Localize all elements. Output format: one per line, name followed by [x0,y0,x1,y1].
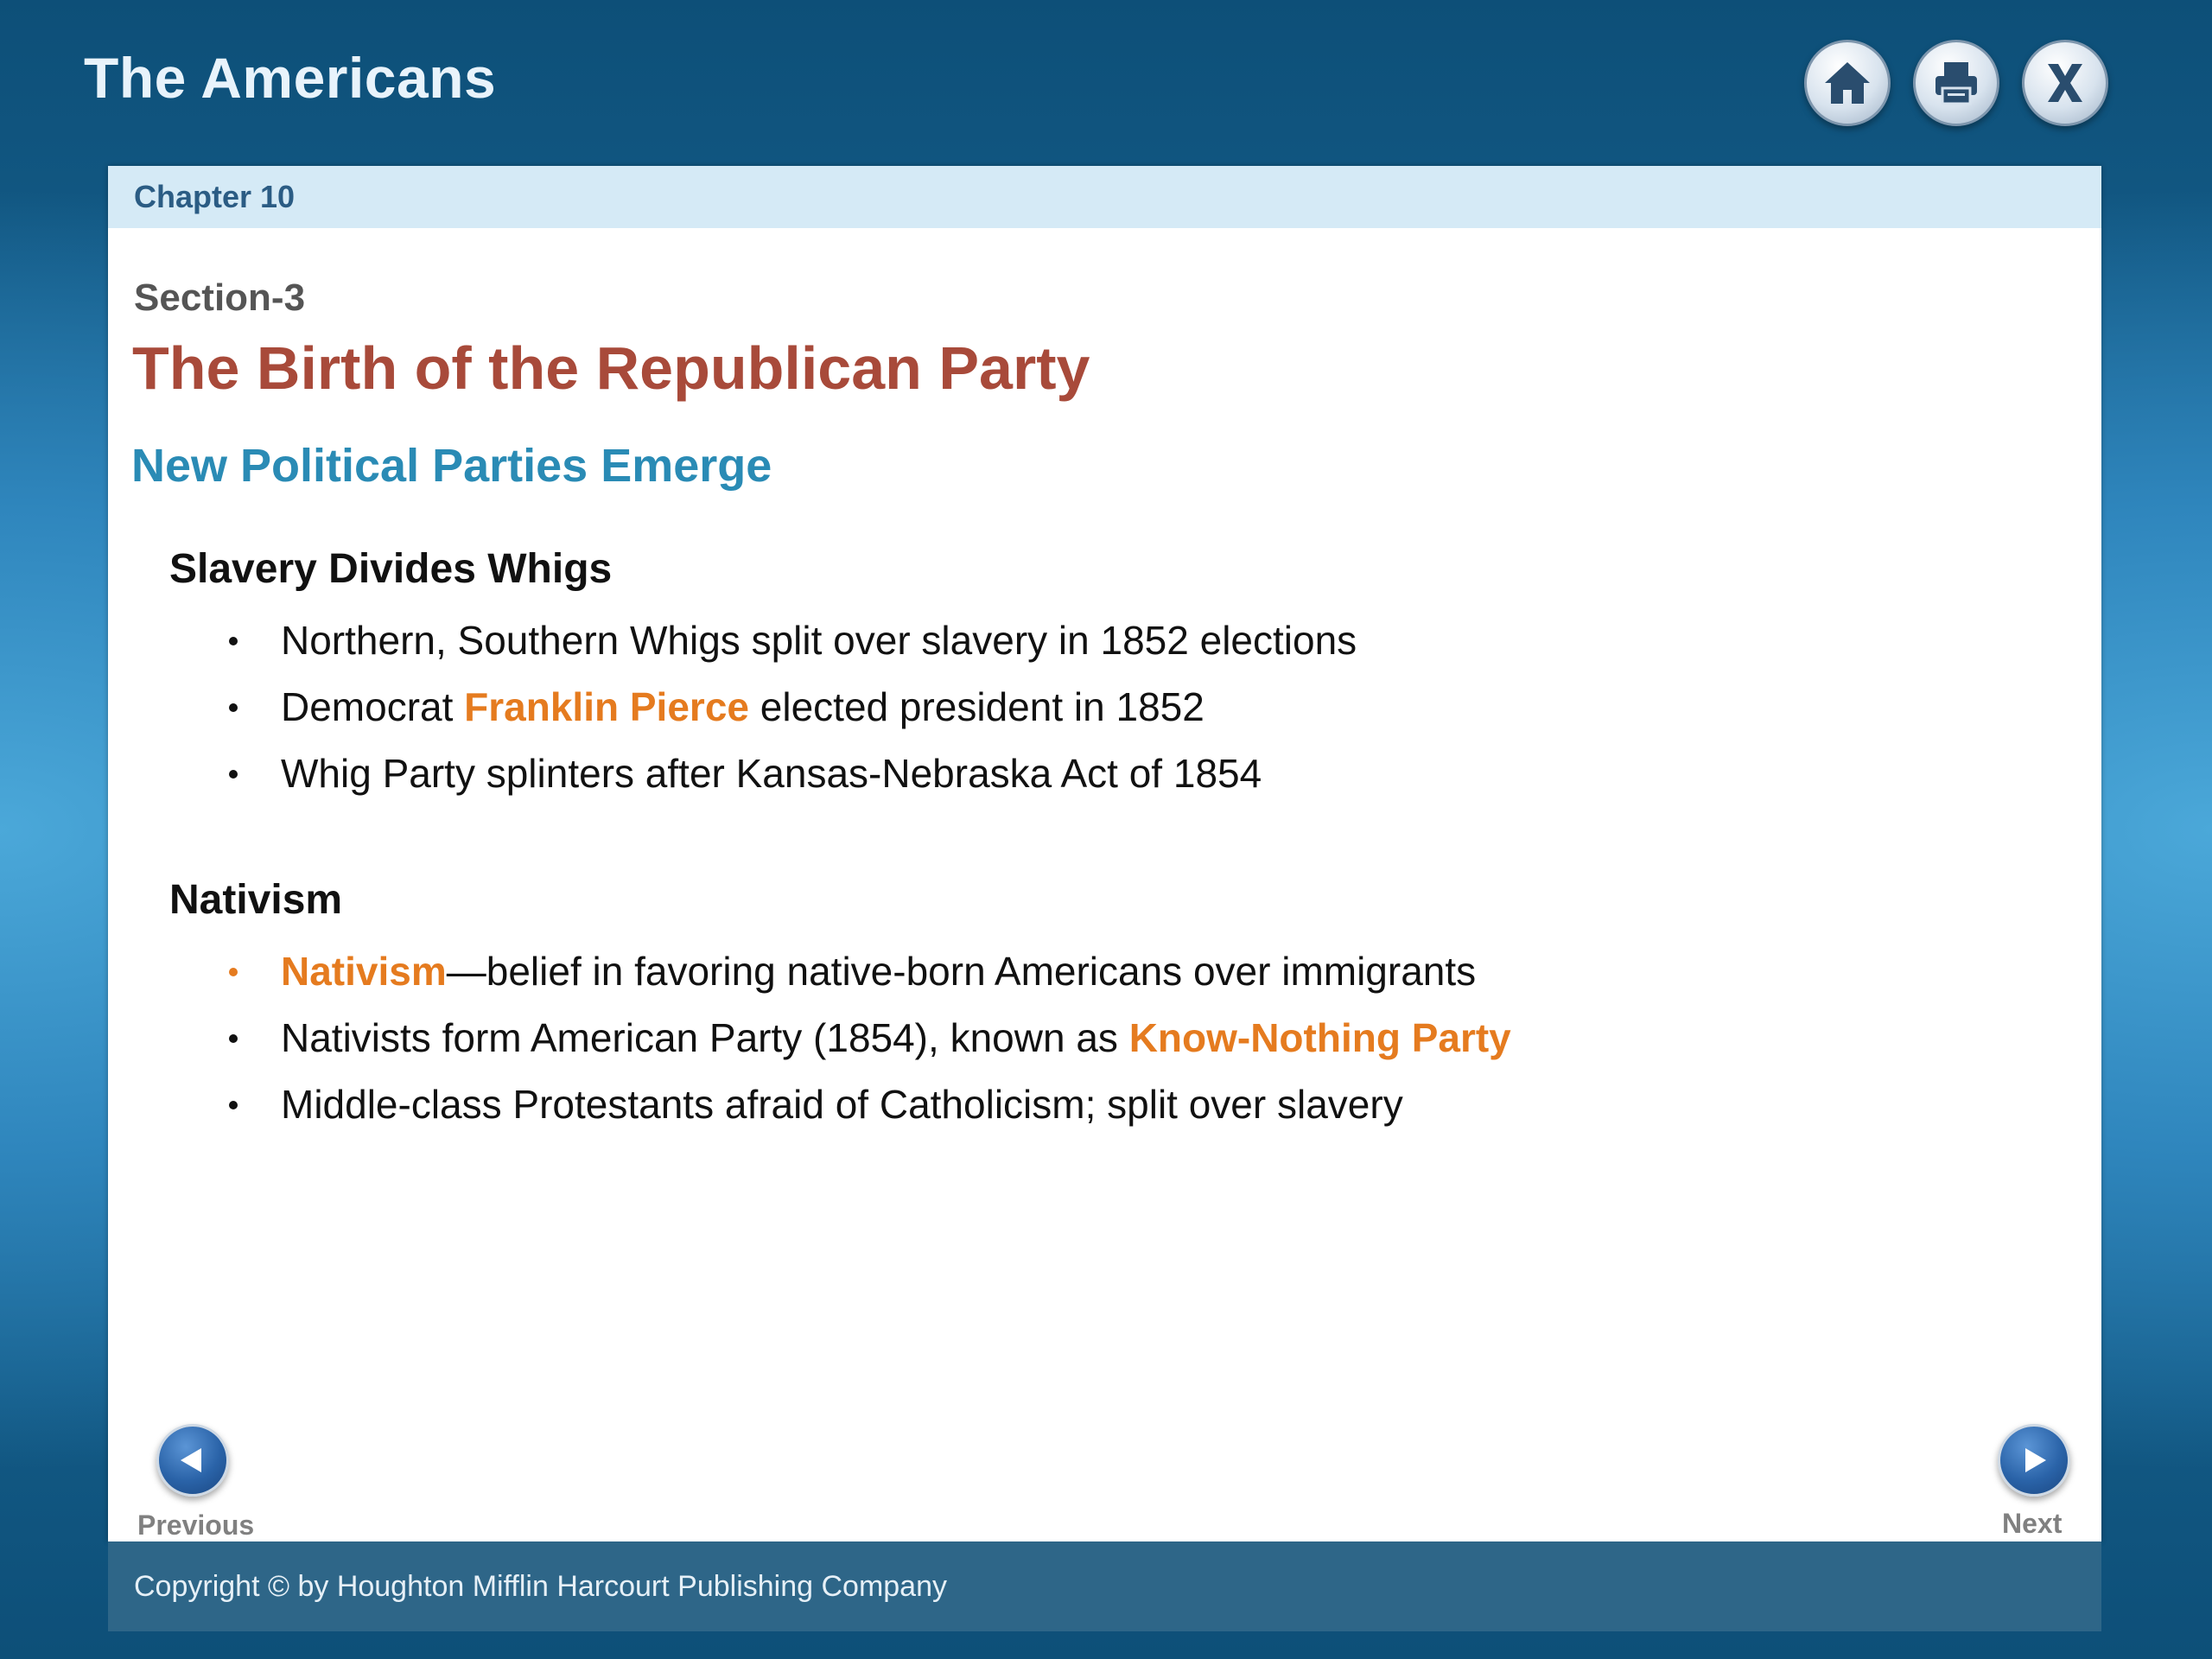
list-item [281,1005,1511,1071]
chapter-label: Chapter 10 [108,166,2101,228]
top-toolbar [1804,40,2108,126]
previous-label[interactable]: Previous [137,1510,255,1541]
previous-button[interactable] [156,1424,229,1497]
app-title: The Americans [84,46,497,110]
printer-icon [1929,55,1984,111]
close-button[interactable] [2022,40,2108,126]
highlighted-term: Nativism [281,949,447,994]
group-heading: Slavery Divides Whigs [169,546,613,592]
bullet-text: Democrat [281,684,465,729]
bullet-text: Nativists form American Party (1854), known as [281,1015,1129,1060]
list-item [281,741,1357,807]
subheading: New Political Parties Emerge [131,440,772,492]
right-arrow-icon [2017,1443,2051,1478]
home-button[interactable] [1804,40,1891,126]
next-button[interactable] [1998,1424,2070,1497]
group-heading: Nativism [169,877,343,923]
section-title: The Birth of the Republican Party [132,334,1090,402]
bullet-text: —belief in favoring native-born Americans over immigrants [446,949,1477,994]
highlighted-term: Know-Nothing Party [1128,1015,1511,1060]
list-item [281,674,1357,741]
list-item [281,1071,1511,1138]
next-label[interactable]: Next [2002,1508,2063,1539]
bullet-list [281,607,1357,807]
bullet-list [281,938,1511,1138]
close-x-icon [2037,55,2093,111]
copyright-footer: Copyright © by Houghton Mifflin Harcourt Publishing Company [108,1541,2101,1631]
home-icon [1820,55,1875,111]
print-button[interactable] [1913,40,1999,126]
bullet-text: Whig Party splinters after Kansas-Nebraska Act of 1854 [281,751,1262,796]
bullet-text: Middle-class Protestants afraid of Catholicism; split over slavery [281,1082,1403,1127]
section-label: Section-3 [134,276,306,319]
bullet-text: Northern, Southern Whigs split over slavery in 1852 elections [281,618,1357,663]
list-item [281,607,1357,674]
left-arrow-icon [175,1443,210,1478]
highlighted-term: Franklin Pierce [464,684,749,729]
bullet-text: elected president in 1852 [749,684,1205,729]
list-item [281,938,1511,1005]
content-panel [108,166,2101,1541]
